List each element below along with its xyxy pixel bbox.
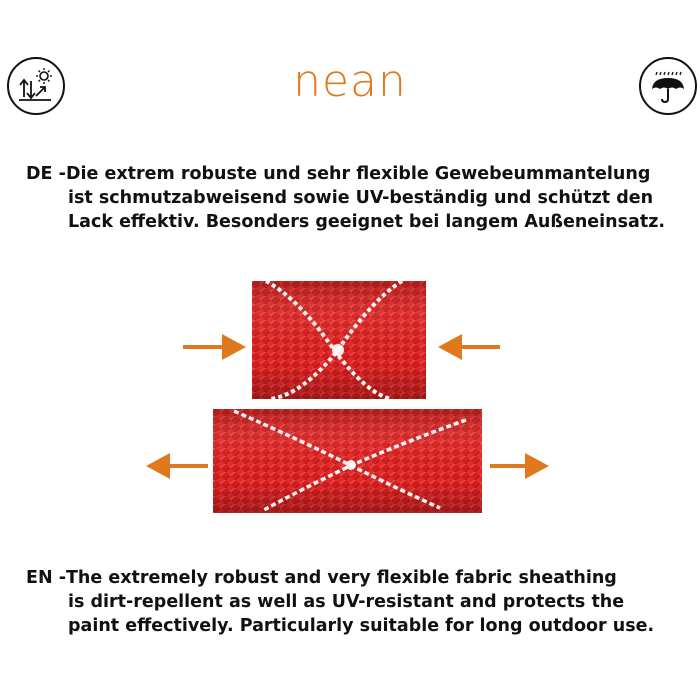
compressed-sleeve — [252, 281, 426, 399]
stretched-sleeve — [213, 409, 482, 513]
arrow-left-icon — [146, 453, 208, 479]
description-de-line-1: Die extrem robuste und sehr flexible Gewebeummantelung — [66, 164, 651, 184]
description-en-line-1: The extremely robust and very flexible fabric sheathing — [66, 568, 617, 588]
arrow-right-icon — [490, 453, 549, 479]
description-de-line-2: ist schmutzabweisend sowie UV-beständig und schützt den — [68, 188, 654, 208]
language-label-de: DE - — [26, 164, 66, 184]
brand-logo: nean — [293, 56, 407, 107]
description-en — [26, 566, 686, 638]
language-label-en: EN - — [26, 568, 66, 588]
arrow-left-icon — [438, 334, 500, 360]
description-de-line-3: Lack effektiv. Besonders geeignet bei langem Außeneinsatz. — [68, 212, 666, 232]
description-en-line-2: is dirt-repellent as well as UV-resistant and protects the — [68, 592, 625, 612]
description-en-line-3: paint effectively. Particularly suitable for long outdoor use. — [68, 616, 655, 636]
arrow-right-icon — [183, 334, 246, 360]
